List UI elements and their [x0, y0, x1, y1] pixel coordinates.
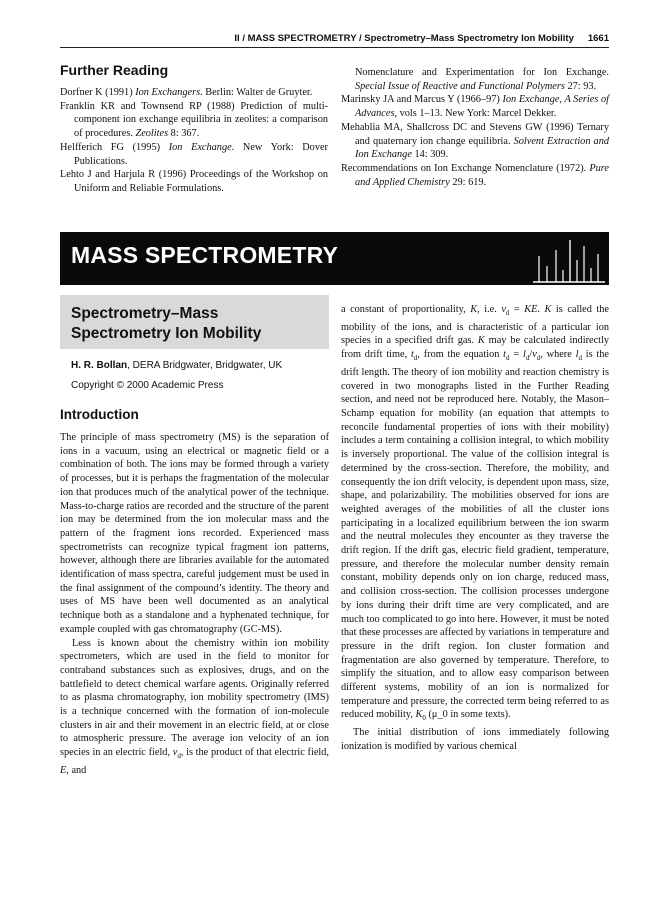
- mass-spectrum-icon: [529, 232, 609, 285]
- running-header: [60, 33, 609, 48]
- body-right-column: [341, 303, 609, 754]
- section-banner-title: MASS SPECTROMETRY: [71, 242, 339, 268]
- running-title: II / MASS SPECTROMETRY / Spectrometry–Mass Spectrometry Ion Mobility: [234, 33, 574, 44]
- further-reading-left-column: [60, 86, 328, 196]
- page-number: 1661: [587, 33, 609, 44]
- reference-entry: Franklin KR and Townsend RP (1988) Prediction of multi-component ion exchange equilibria in zeolites: a comparison of procedures. Zeolites 8: 367.: [60, 100, 328, 140]
- body-paragraph: The principle of mass spectrometry (MS) is the separation of ions in a vacuum, using an electrical or magnetic field or a combination of both. The ions may be formed through a variety of processes, but it is perhaps the fragmentation of the molecular ion that produces much of the analytical power of the technique. Mass-to-charge ratios are recorded and the structure of the parent ion may be determined from the ion molecular mass and the pattern of the fragment ions recorded. Experienced mass spectrometrists can recognize typical fragment ion patterns, however, although there are libraries available for the automated identification of mass spectra, careful judgement must be used in the final assignment of the compound’s identity. The theory and uses of MS have been well documented as an analytical technique both as a standalone and a hyphenated technique, for example coupled with gas chromatography (GC-MS).: [60, 432, 329, 635]
- reference-entry: Marinsky JA and Marcus Y (1966–97) Ion Exchange, A Series of Advances, vols 1–13. New York: Marcel Dekker.: [341, 94, 609, 120]
- reference-entry: Dorfner K (1991) Ion Exchangers. Berlin: Walter de Gruyter.: [60, 87, 313, 98]
- further-reading-right-column: [341, 66, 609, 189]
- further-reading-heading: Further Reading: [60, 62, 169, 78]
- introduction-heading: Introduction: [60, 407, 139, 422]
- reference-entry: Lehto J and Harjula R (1996) Proceedings of the Workshop on Uniform and Reliable Formulations.: [60, 169, 328, 194]
- reference-entry: Mehablia MA, Shallcross DC and Stevens GW (1996) Ternary and quaternary ion change equilibria. Solvent Extraction and Ion Exchange 14: 309.: [341, 121, 609, 161]
- body-paragraph: The initial distribution of ions immediately following ionization is modified by various chemical: [341, 727, 609, 752]
- author-name: H. R. Bollan: [71, 360, 128, 371]
- copyright-notice: Copyright © 2000 Academic Press: [71, 380, 224, 391]
- body-paragraph: a constant of proportionality, K, i.e. $v_d$ = KE. K is called the mobility of the ions, and is characteristic of a particular ion species in a specified drift gas. K may be calculated indirectly from drift time, $t_d$, from the equation $t_d = l_d/v_d$, where $l_d$ is the drift length. The theory of ion mobility and reaction chemistry is covered in two monographs listed in the Further Reading section, and need not be reproduced here. Notably, the Mason–Schamp equation for mobility (an equation that attempts to reconcile fundamental properties of ions with their mobility) includes a term containing a collision integral, to which mobility is inversely proportional. The value of the collision integral is determined by the cross-section. Therefore, the mobility, and consequently the ion drift velocity, is dependent upon mass, size, shape, and polarizability. The mobilities observed for ions are weighted averages of the mobilities of all the cluster ions participating in a localized equilibrium between the ion swarm and the neutral molecules they encounter as they traverse the drift region. If the drift gas, electric field gradient, temperature, pressure, and therefore the molecular number density remain constant, mobility depends only on ion charge, reduced mass, and collision cross-section. The collision processes undergone by ions during their drift time are very complicated, and are much too complicated to go into here. However, it must be noted that these processes are affected by variations in temperature and pressure in the drift region. Ion cluster formation and fragmentation are also governed by temperature. Therefore, to simplify the situation, and to allow easy comparison between different systems, mobility of an ion is normalized for temperature and pressure, the corrected term being referred to as reduced mobility, $K_0$ (μ_0 in some texts).: [341, 304, 610, 723]
- section-banner: [60, 232, 609, 285]
- article-title: [71, 304, 261, 344]
- article-title-line-1: Spectrometry–Mass: [71, 305, 219, 322]
- article-title-box: [60, 295, 329, 349]
- body-paragraph: Less is known about the chemistry within ion mobility spectrometers, which are used in the field to monitor for contraband substances such as explosives, drugs, and on the battlefield to detect chemical warfare agents. Originally referred to as plasma chromatography, ion mobility spectrometry (IMS) is a technique concerned with the formation of ion-molecule clusters in air and their movement in an electric field, at or close to atmospheric pressure. The average ion velocity of an ion species in an electric field, $v_d$, is the product of that electric field, E, and: [60, 637, 329, 776]
- reference-entry: Helfferich FG (1995) Ion Exchange. New York: Dover Publications.: [60, 141, 328, 167]
- reference-entry: Recommendations on Ion Exchange Nomenclature (1972). Pure and Applied Chemistry 29: 619.: [341, 162, 609, 188]
- body-left-column: [60, 431, 329, 778]
- article-title-line-2: Spectrometry Ion Mobility: [71, 325, 262, 342]
- author-affiliation: , DERA Bridgwater, Bridgwater, UK: [127, 360, 283, 371]
- author-line: [71, 360, 282, 371]
- reference-entry: Nomenclature and Experimentation for Ion Exchange. Special Issue of Reactive and Functional Polymers 27: 93.: [355, 67, 609, 92]
